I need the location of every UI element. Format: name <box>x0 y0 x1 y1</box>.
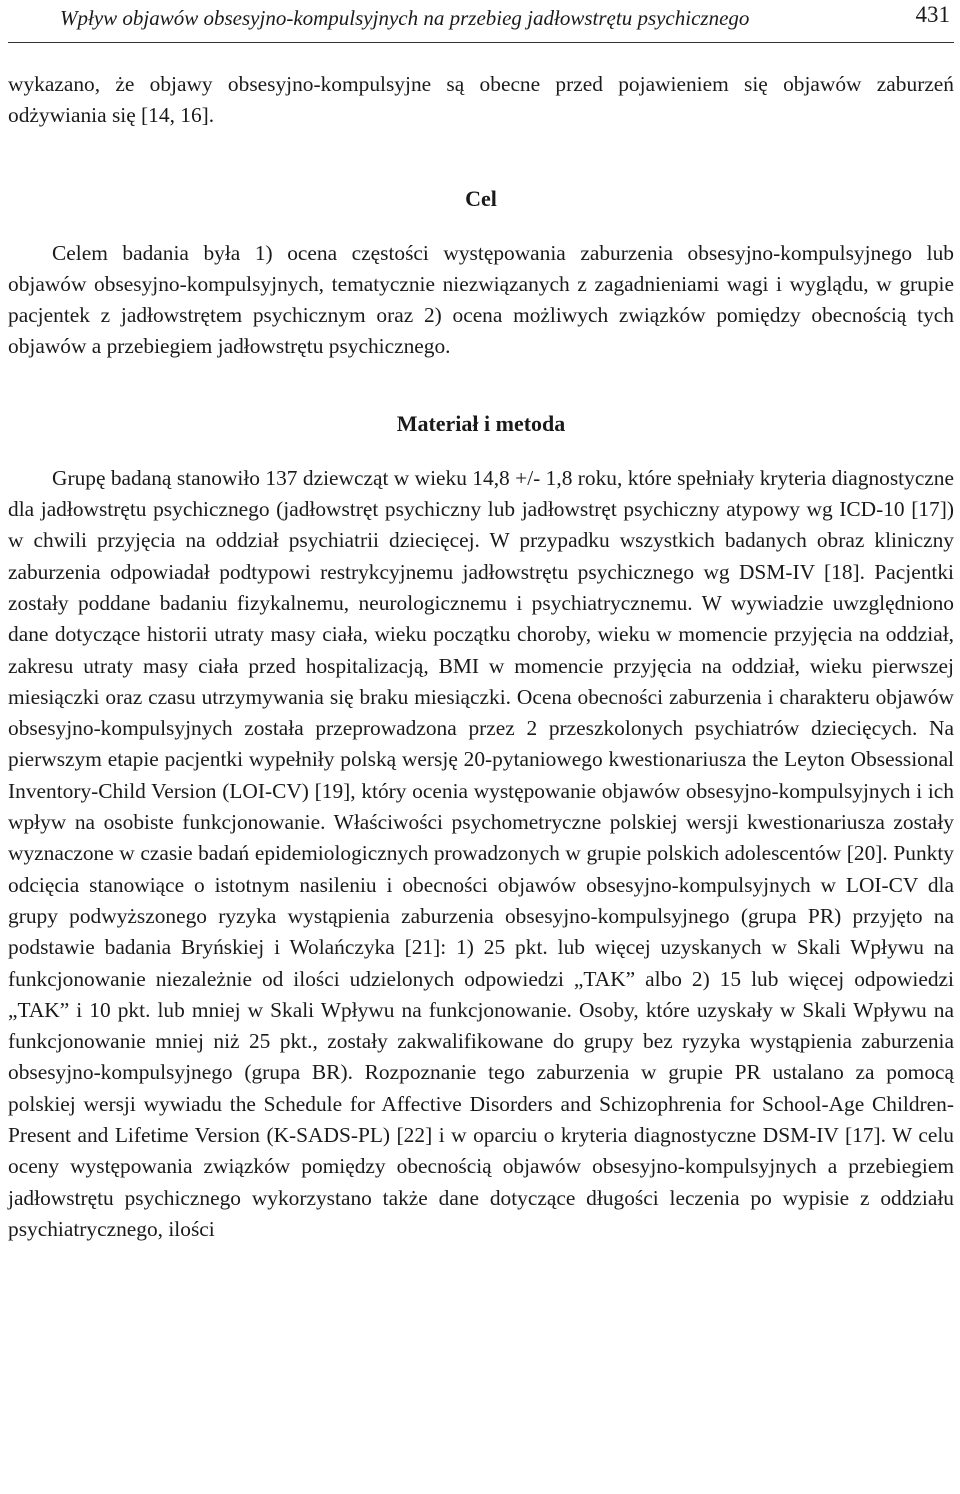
section-heading-cel: Cel <box>465 185 497 211</box>
paragraph-cel: Celem badania była 1) ocena częstości występowania zaburzenia obsesyjno-kompulsyjnego lub objawów obsesyjno-kompulsyjnych, tematycznie niezwiązanych z zagadnieniami wagi i wyglądu, w grupie pacjentek z jadłowstrętem psychicznym oraz 2) ocena możliwych związków pomiędzy obecnością tych objawów a przebiegiem jadłowstrętu psychicznego. <box>8 240 954 359</box>
running-title: Wpływ objawów obsesyjno-kompulsyjnych na przebieg jadłowstrętu psychicznego <box>60 6 750 30</box>
section-heading-material-i-metoda: Materiał i metoda <box>396 410 566 436</box>
paragraph-material-i-metoda: Grupę badaną stanowiło 137 dziewcząt w wieku 14,8 +/- 1,8 roku, które spełniały kryteria diagnostyczne dla jadłowstrętu psychicznego (jadłowstręt psychiczny lub jadłowstręt psychiczny atypowy wg ICD-10 [17]) w chwili przyjęcia na oddział psychiatrii dziecięcej. W przypadku wszystkich badanych obraz kliniczny zaburzenia odpowiadał podtypowi restrykcyjnemu jadłowstrętu psychicznego wg DSM-IV [18]. Pacjentki zostały poddane badaniu fizykalnemu, neurologicznemu i psychiatrycznemu. W wywiadzie uwzględniono dane dotyczące historii utraty masy ciała, wieku początku choroby, wieku w momencie przyjęcia na oddział, zakresu utraty masy ciała przed hospitalizacją, BMI w momencie przyjęcia na oddział, wieku pierwszej miesiączki oraz czasu utrzymywania się braku miesiączki. Ocena obecności zaburzenia i charakteru objawów obsesyjno-kompulsyjnych została przeprowadzona przez 2 przeszkolonych psychiatrów dziecięcych. Na pierwszym etapie pacjentki wypełniły polską wersję 20-pytaniowego kwestionariusza the Leyton Obsessional Inventory-Child Version (LOI-CV) [19], który ocenia występowanie objawów obsesyjno-kompulsyjnych i ich wpływ na osobiste funkcjonowanie. Właściwości psychometryczne polskiej wersji kwestionariusza zostały wyznaczone w czasie badań epidemiologicznych prowadzonych w grupie polskich adolescentów [20]. Punkty odcięcia stanowiące o istotnym nasileniu i obecności objawów obsesyjno-kompulsyjnych w LOI-CV dla grupy podwyższonego ryzyka wystąpienia zaburzenia obsesyjno-kompulsyjnego (grupa PR) przyjęto na podstawie badania Bryńskiej i Wolańczyka [21]: 1) 25 pkt. lub więcej uzyskanych w Skali Wpływu na funkcjonowanie niezależnie od ilości udzielonych odpowiedzi „TAK” albo 2) 15 lub więcej odpowiedzi „TAK” i 10 pkt. lub mniej w Skali Wpływu na funkcjonowanie. Osoby, które uzyskały w Skali Wpływu na funkcjonowanie mniej niż 25 pkt., zostały zakwalifikowane do grupy bez ryzyka wystąpienia zaburzenia obsesyjno-kompulsyjnego (grupa BR). Rozpoznanie tego zaburzenia w grupie PR ustalano za pomocą polskiej wersji wywiadu the Schedule for Affective Disorders and Schizophrenia for School-Age Children-Present and Lifetime Version (K-SADS-PL) [22] i w oparciu o kryteria diagnostyczne DSM-IV [17]. W celu oceny występowania związków pomiędzy obecnością objawów obsesyjno-kompulsyjnych a przebiegiem jadłowstrętu psychicznego wykorzystano także dane dotyczące długości leczenia po wypisie z oddziału psychiatrycznego, ilości <box>8 465 954 1241</box>
document-page <box>8 0 954 1245</box>
intro-paragraph: wykazano, że objawy obsesyjno-kompulsyjne są obecne przed pojawieniem się objawów zaburzeń odżywiania się [14, 16]. <box>8 72 954 128</box>
running-header <box>8 0 954 43</box>
page-number: 431 <box>915 2 950 27</box>
